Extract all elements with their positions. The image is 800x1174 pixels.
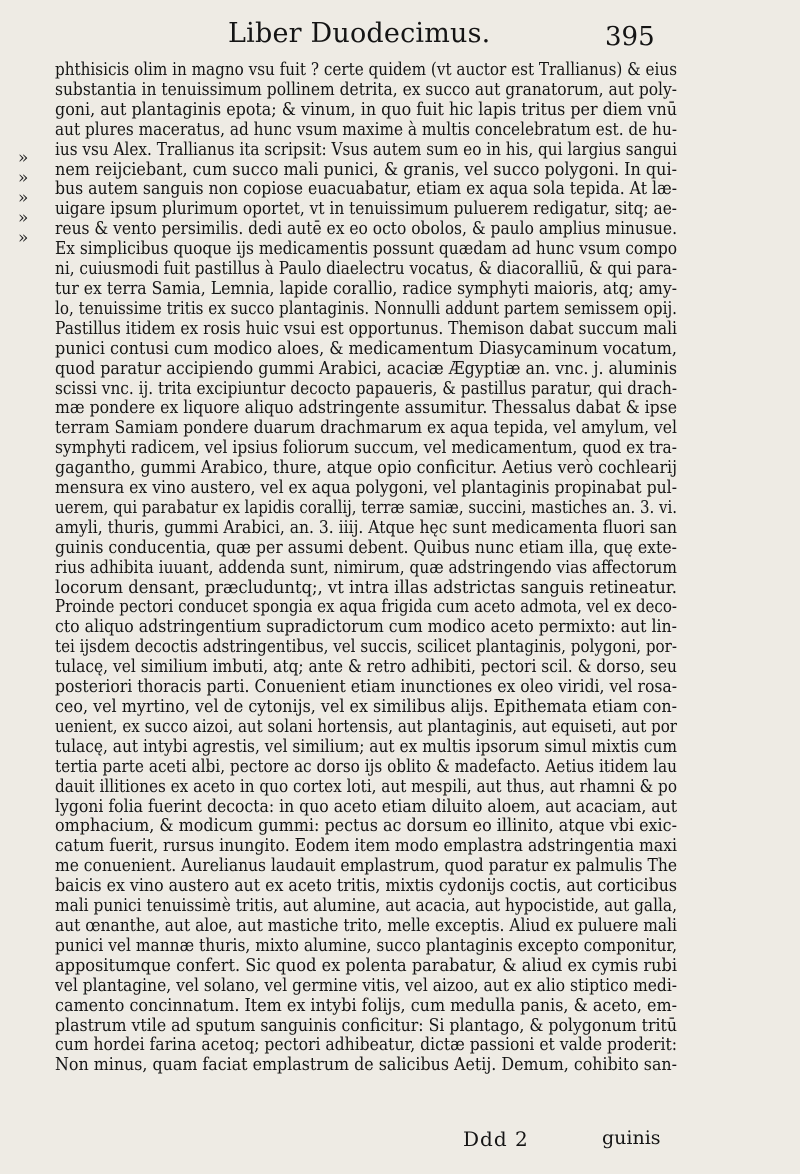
text-line: plastrum vtile ad sputum sanguinis conficitur: Si plantago, & polygonum tritū: [55, 1015, 677, 1036]
text-line: posteriori thoracis parti. Conuenient etiam inunctiones ex oleo viridi, vel rosa-: [55, 677, 677, 698]
margin-quote-mark: »: [18, 188, 29, 208]
margin-quote-mark: »: [18, 208, 29, 228]
text-line: tertia parte aceti albi, pectore ac dorso ijs oblito & madefacto. Aetius itidem lau: [55, 756, 677, 777]
margin-quote-mark: »: [18, 228, 29, 248]
text-line: ceo, vel myrtino, vel de cytonijs, vel ex similibus alijs. Epithemata etiam con-: [55, 697, 677, 717]
text-line: tulacę, vel similium imbuti, atq; ante & retro adhibiti, pectori scil. & dorso, seu: [55, 657, 677, 678]
text-line: goni, aut plantaginis epota; & vinum, in quo fuit hic lapis tritus per diem vnū: [55, 99, 677, 120]
text-line: tur ex terra Samia, Lemnia, lapide corallio, radice symphyti maioris, atq; amy-: [55, 278, 677, 299]
text-line: cum hordei farina acetoq; pectori adhibeatur, dictæ passioni et valde proderit:: [55, 1035, 677, 1056]
text-line: scissi vnc. ij. trita excipiuntur decocto papaueris, & pastillus paratur, qui drach-: [55, 378, 677, 399]
page-header: [0, 12, 800, 52]
text-line: lygoni folia fuerint decocta: in quo aceto etiam diluito aloem, aut acaciam, aut: [55, 796, 677, 817]
text-line: uigare ipsum plurimum oportet, vt in tenuissimum puluerem redigatur, sitq; ae-: [55, 199, 677, 220]
text-line: dauit illitiones ex aceto in quo cortex loti, aut mespili, aut thus, aut rhamni & po: [55, 776, 677, 797]
text-line: uenient, ex succo aizoi, aut solani hortensis, aut plantaginis, aut equiseti, aut por: [55, 716, 677, 737]
body-text: [55, 61, 677, 1076]
text-line: tulacę, aut intybi agrestis, vel similium; aut ex multis ipsorum simul mixtis cum: [55, 736, 677, 757]
text-line: Non minus, quam faciat emplastrum de salicibus Aetij. Demum, cohibito san-: [55, 1055, 677, 1076]
text-line: vel plantagine, vel solano, vel germine vitis, vel aizoo, aut ex alio stiptico medi-: [55, 975, 677, 996]
text-line: tei ijsdem decoctis adstringentibus, vel succis, scilicet plantaginis, polygoni, por-: [55, 637, 677, 658]
text-line: aut œnanthe, aut aloe, aut mastiche trito, melle exceptis. Aliud ex puluere mali: [55, 915, 677, 936]
text-line: lo, tenuissime tritis ex succo plantaginis. Nonnulli addunt partem semissem opij.: [55, 298, 677, 319]
text-line: quod paratur accipiendo gummi Arabici, acaciæ Ægyptiæ an. vnc. j. aluminis: [55, 358, 677, 379]
text-line: Pastillus itidem ex rosis huic vsui est opportunus. Themison dabat succum mali: [55, 318, 677, 339]
text-line: mensura ex vino austero, vel ex aqua polygoni, vel plantaginis propinabat pul-: [55, 478, 677, 499]
text-line: aut plures maceratus, ad hunc vsum maxime à multis concelebratum est. de hu-: [55, 119, 677, 140]
text-line: rius adhibita iuuant, addenda sunt, nimirum, quæ adstringendo vias affectorum: [55, 557, 677, 578]
text-line: substantia in tenuissimum pollinem detrita, ex succo aut granatorum, aut poly-: [55, 79, 677, 100]
page-number: 395: [605, 22, 655, 52]
page-footer: [0, 1124, 800, 1154]
text-line: mali punici tenuissimè tritis, aut alumine, aut acacia, aut hypocistide, aut galla,: [55, 896, 677, 917]
margin-quote-mark: »: [18, 168, 29, 188]
text-line: ius vsu Alex. Trallianus ita scripsit: Vsus autem sum eo in his, qui largius sangui: [55, 139, 677, 160]
text-line: camento concinnatum. Item ex intybi folijs, cum medulla panis, & aceto, em-: [55, 995, 677, 1016]
text-line: uerem, qui parabatur ex lapidis corallij, terræ samiæ, succini, mastiches an. 3. vi.: [55, 497, 677, 518]
margin-quote-mark: »: [18, 148, 29, 168]
text-line: appositumque confert. Sic quod ex polenta parabatur, & aliud ex cymis rubi: [55, 955, 677, 976]
text-line: Proinde pectori conducet spongia ex aqua frigida cum aceto admota, vel ex deco-: [55, 597, 677, 618]
text-line: me conuenient. Aurelianus laudauit emplastrum, quod paratur ex palmulis The: [55, 856, 677, 877]
text-line: baicis ex vino austero aut ex aceto tritis, mixtis cydonijs coctis, aut corticibus: [55, 876, 677, 897]
text-line: punici contusi cum modico aloes, & medicamentum Diasycaminum vocatum,: [55, 338, 677, 359]
text-line: symphyti radicem, vel ipsius foliorum succum, vel medicamentum, quod ex tra-: [55, 438, 677, 459]
text-line: nem reijciebant, cum succo mali punici, & granis, vel succo polygoni. In qui-: [55, 159, 677, 180]
text-line: guinis conducentia, quæ per assumi debent. Quibus nunc etiam illa, quę exte-: [55, 537, 677, 558]
text-line: phthisicis olim in magno vsu fuit ? certe quidem (vt auctor est Trallianus) & eius: [55, 60, 677, 80]
text-line: locorum densant, præcluduntq;, vt intra illas adstrictas sanguis retineatur.: [55, 577, 677, 598]
text-line: reus & vento persimilis. dedi autē ex eo octo obolos, & paulo amplius minusue.: [55, 219, 677, 240]
text-line: catum fuerit, rursus inungito. Eodem item modo emplastra adstringentia maxi: [55, 836, 677, 857]
text-line: terram Samiam pondere duarum drachmarum ex aqua tepida, vel amylum, vel: [55, 418, 677, 439]
text-line: omphacium, & modicum gummi: pectus ac dorsum eo illinito, atque vbi exic-: [55, 816, 677, 837]
text-line: bus autem sanguis non copiose euacuabatur, etiam ex aqua sola tepida. At læ-: [55, 179, 677, 200]
text-line: cto aliquo adstringentium supradictorum cum modico aceto permixto: aut lin-: [55, 617, 677, 638]
text-line: mæ pondere ex liquore aliquo adstringente assumitur. Thessalus dabat & ipse: [55, 398, 677, 419]
catchword: guinis: [602, 1127, 661, 1149]
text-line: ni, cuiusmodi fuit pastillus à Paulo diaelectru vocatus, & diacoralliū, & qui para-: [55, 259, 677, 280]
running-title: Liber Duodecimus.: [228, 18, 491, 49]
text-line: amyli, thuris, gummi Arabici, an. 3. iiij. Atque hęc sunt medicamenta fluori san: [55, 517, 677, 538]
text-line: gaganthο, gummi Arabico, thure, atque opio conficitur. Aetius verò cochlearij: [55, 458, 677, 479]
text-line: punici vel mannæ thuris, mixto alumine, succo plantaginis excepto componitur,: [55, 935, 677, 956]
text-line: Ex simplicibus quoque ijs medicamentis possunt quædam ad hunc vsum compo: [55, 239, 677, 260]
signature-mark: Ddd 2: [463, 1127, 529, 1151]
